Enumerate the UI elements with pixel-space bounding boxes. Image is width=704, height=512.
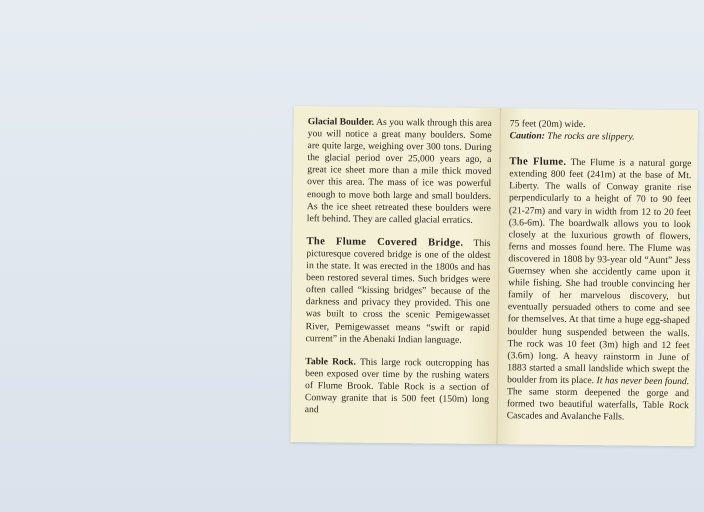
flume-paragraph xyxy=(507,156,692,424)
table-rock-text: This large rock outcropping has been exposed over time by the rushing waters of Flume Brook. Table Rock is a section of Conway granite that is 500 feet (150m) long and xyxy=(304,356,490,416)
covered-bridge-paragraph xyxy=(305,236,490,347)
caution-text: The rocks are slippery. xyxy=(547,130,635,143)
covered-bridge-text: This picturesque covered bridge is one of the oldest in the state. It was erected in the 1800s and has been restored several times. Such bridges were often called “kissing bridges” because of the darkness and privacy they provided. This one was built to cross the scenic Pemigewasset River, Pemigewasset means “swift or rapid current” in the Abenaki Indian language. xyxy=(305,237,491,346)
flume-text-italic: It has never been found. xyxy=(596,375,690,388)
covered-bridge-heading: The Flume Covered Bridge. xyxy=(306,235,464,249)
table-rock-paragraph xyxy=(305,356,490,418)
continuation-text: 75 feet (20m) wide. xyxy=(509,118,586,131)
glacial-boulder-heading: Glacial Boulder. xyxy=(307,116,375,128)
flume-text-part2: The same storm deepened the gorge and formed two beautiful waterfalls, Table Rock Cascades and Avalanche Falls. xyxy=(506,386,690,423)
flume-heading: The Flume. xyxy=(509,156,567,169)
glacial-boulder-text: As you walk through this area you will notice a great many boulders. Some are quite large, weighing over 300 tons. During the glacial period over 25,000 years ago, a great ice sheet more than a mile thick moved over this area. The mass of ice was powerful enough to move both large and small boulders. As the ice sheet retreated these boulders were left behind. They are called glacial erratics. xyxy=(306,116,492,226)
caution-label: Caution: xyxy=(509,130,545,142)
right-page xyxy=(497,108,698,446)
flume-text-part1: The Flume is a natural gorge extending 800 feet (241m) at the base of Mt. Liberty. The walls of Conway granite rise perpendicularly to a height of 70 to 90 feet (21-27m) and vary in width from 12 to 20 feet (3.6-6m). The boardwalk allows you to look closely at the luxurious growth of flowers, ferns and mosses found here. The Flume was discovered in 1808 by 93-year old “Aunt” Jess Guernsey when she accidently came upon it while fishing. She had trouble convincing her family of her marvelous discovery, but eventually persuaded others to come and see for themselves. At that time a huge egg-shaped boulder hung suspended between the walls. The rock was 10 feet (3m) high and 12 feet (3.6m) long. A heavy rainstorm in June of 1883 started a small landslide which swept the boulder from its place. xyxy=(507,157,692,387)
booklet-spread xyxy=(290,106,697,446)
table-rock-heading: Table Rock. xyxy=(305,355,356,368)
glacial-boulder-paragraph xyxy=(307,116,492,227)
continuation-paragraph xyxy=(510,118,692,144)
left-page xyxy=(290,106,501,444)
